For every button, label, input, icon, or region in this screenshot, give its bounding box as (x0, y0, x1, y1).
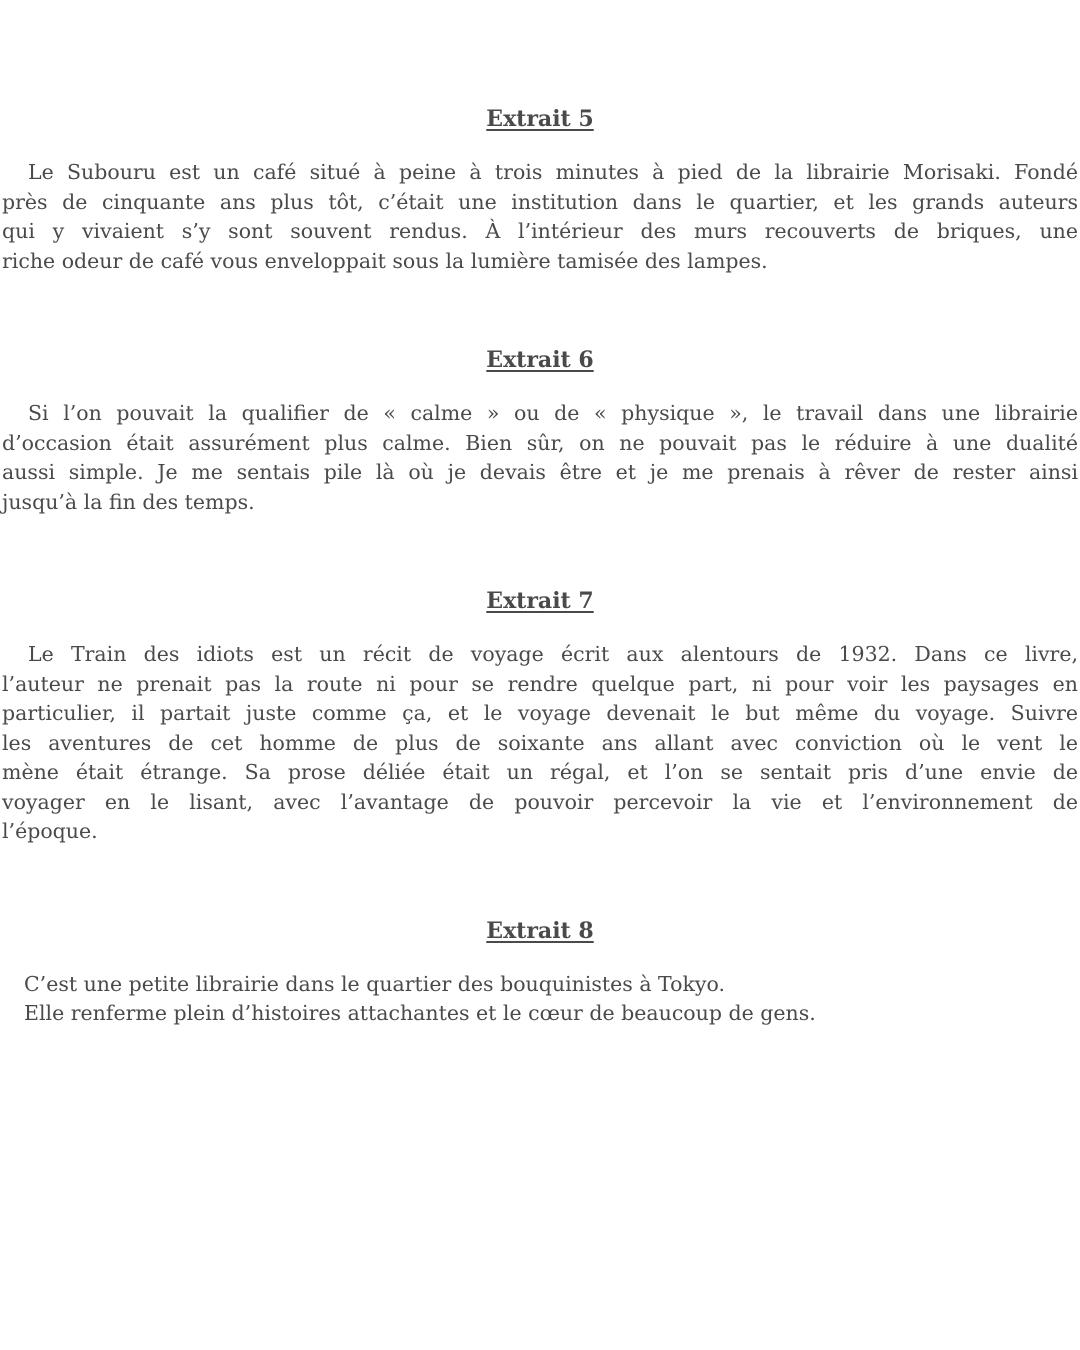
paragraph-line: aussi simple. Je me sentais pile là où je devais être et je me prenais à rêver de rester ainsi (2, 460, 1078, 484)
section-extrait-8 (2, 916, 1078, 1029)
section-heading-extrait-8: Extrait 8 (486, 917, 594, 944)
paragraph-line: mène était étrange. Sa prose déliée était un régal, et l’on se sentait pris d’une envie de (2, 760, 1078, 784)
section-extrait-5 (2, 104, 1078, 276)
paragraph-line: jusqu’à la fin des temps. (2, 489, 255, 514)
paragraph-line: près de cinquante ans plus tôt, c’était une institution dans le quartier, et les grands auteurs (2, 189, 1078, 214)
section-paragraph-extrait-6 (2, 399, 1078, 517)
paragraph-line: voyager en le lisant, avec l’avantage de pouvoir percevoir la vie et l’environnement de (2, 789, 1078, 814)
paragraph-line: l’époque. (2, 819, 98, 843)
paragraph-line: C’est une petite librairie dans le quartier des bouquinistes à Tokyo. (24, 971, 725, 996)
section-extrait-6 (2, 345, 1078, 517)
section-heading-extrait-5: Extrait 5 (486, 106, 594, 132)
section-heading-extrait-6: Extrait 6 (486, 347, 594, 373)
paragraph-line: particulier, il partait juste comme ça, et le voyage devenait le but même du voyage. Suivre (2, 701, 1078, 725)
paragraph-line: qui y vivaient s’y sont souvent rendus. À l’intérieur des murs recouverts de briques, une (2, 219, 1078, 243)
paragraph-line: Si l’on pouvait la qualifier de « calme » ou de « physique », le travail dans une librairie (28, 401, 1078, 425)
paragraph-line: l’auteur ne prenait pas la route ni pour se rendre quelque part, ni pour voir les paysages en (2, 671, 1078, 696)
section-paragraph-extrait-8 (2, 970, 1078, 1029)
paragraph-line: Le Subouru est un café situé à peine à trois minutes à pied de la librairie Morisaki. Fondé (28, 160, 1078, 184)
section-paragraph-extrait-5 (2, 158, 1078, 276)
paragraph-line: Elle renferme plein d’histoires attachantes et le cœur de beaucoup de gens. (24, 1001, 816, 1025)
paragraph-line: Le Train des idiots est un récit de voyage écrit aux alentours de 1932. Dans ce livre, (28, 642, 1078, 666)
section-paragraph-extrait-7 (2, 640, 1078, 847)
paragraph-line: d’occasion était assurément plus calme. Bien sûr, on ne pouvait pas le réduire à une dualité (2, 430, 1078, 455)
section-extrait-7 (2, 586, 1078, 847)
section-heading-extrait-7: Extrait 7 (486, 588, 594, 614)
paragraph-line: riche odeur de café vous enveloppait sous la lumière tamisée des lampes. (2, 248, 768, 273)
paragraph-line: les aventures de cet homme de plus de soixante ans allant avec conviction où le vent le (2, 730, 1078, 755)
